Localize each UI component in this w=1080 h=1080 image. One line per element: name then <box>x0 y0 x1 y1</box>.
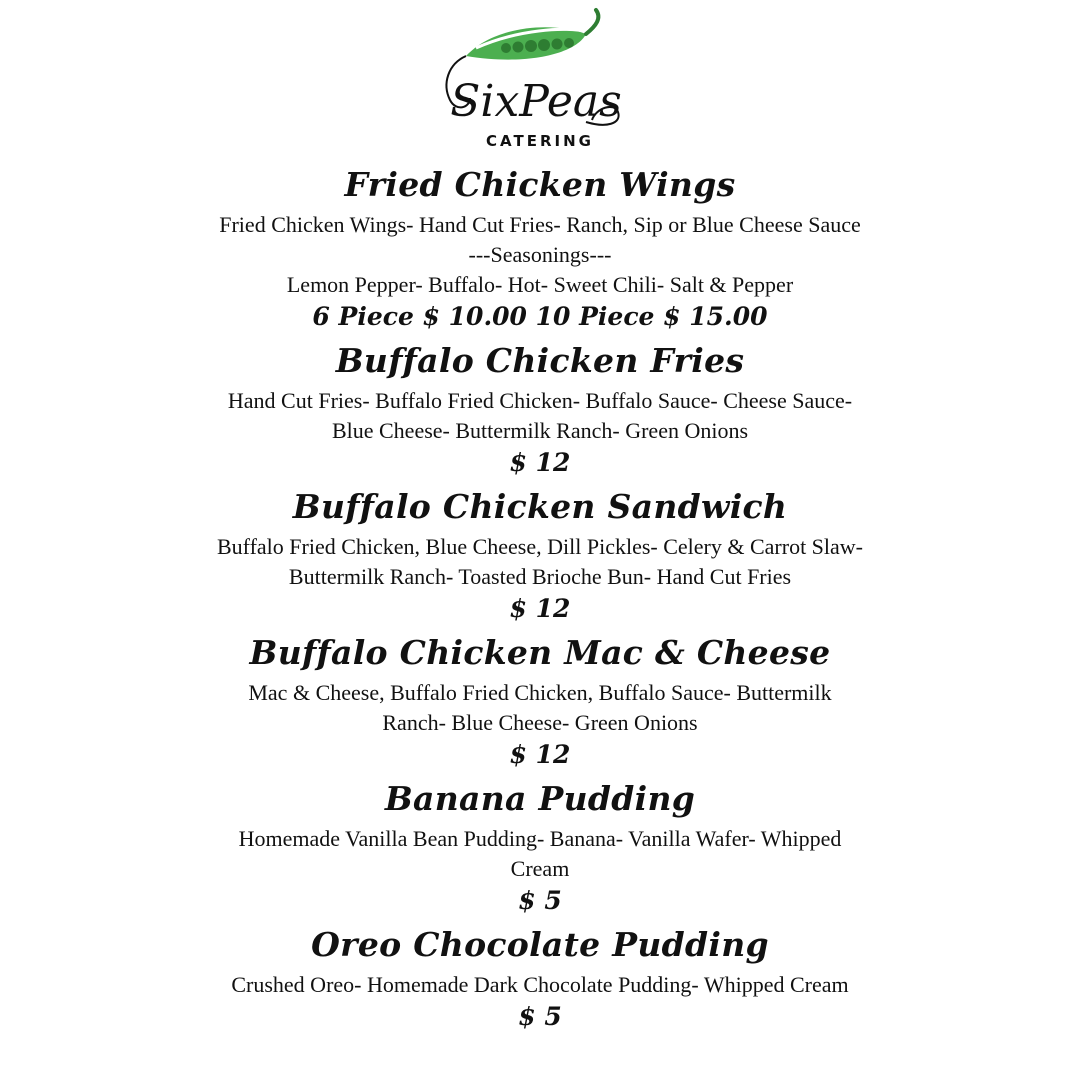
description-line: Buffalo Fried Chicken, Blue Cheese, Dill Pickles- Celery & Carrot Slaw- <box>216 534 864 559</box>
pea-pod-logo-graphic <box>436 4 636 152</box>
description-line: Lemon Pepper- Buffalo- Hot- Sweet Chili- Salt & Pepper <box>286 272 794 297</box>
menu-item-price: $ 12 <box>509 594 571 623</box>
menu-item-price: $ 12 <box>509 740 571 769</box>
description-line: Blue Cheese- Buttermilk Ranch- Green Onions <box>331 418 749 443</box>
menu-item <box>0 336 1080 480</box>
menu-item-description <box>0 970 1080 1000</box>
six-peas-catering-logo <box>436 4 636 152</box>
logo-wordmark: SixPeas <box>450 76 622 127</box>
menu-item <box>0 482 1080 626</box>
menu-item-title: Banana Pudding <box>384 779 696 818</box>
menu-item-price: 6 Piece $ 10.00 10 Piece $ 15.00 <box>312 302 768 331</box>
menu-item-description <box>0 678 1080 738</box>
menu-item <box>0 920 1080 1034</box>
menu-item-price: $ 5 <box>518 886 562 915</box>
menu-item <box>0 160 1080 334</box>
menu-item-description <box>0 210 1080 300</box>
description-line: Buttermilk Ranch- Toasted Brioche Bun- Hand Cut Fries <box>288 564 792 589</box>
description-line: Cream <box>510 856 570 881</box>
menu-item-description <box>0 386 1080 446</box>
menu-item-title: Buffalo Chicken Fries <box>335 341 745 380</box>
menu-item-description <box>0 532 1080 592</box>
menu-item-title: Fried Chicken Wings <box>344 165 736 204</box>
menu-item-price: $ 5 <box>518 1002 562 1031</box>
menu-item-title: Buffalo Chicken Mac & Cheese <box>249 633 831 672</box>
description-line: Fried Chicken Wings- Hand Cut Fries- Ranch, Sip or Blue Cheese Sauce <box>219 212 861 237</box>
menu-item-price: $ 12 <box>509 448 571 477</box>
menu-item <box>0 628 1080 772</box>
menu-item <box>0 774 1080 918</box>
menu-item-title: Oreo Chocolate Pudding <box>311 925 769 964</box>
description-line: Crushed Oreo- Homemade Dark Chocolate Pudding- Whipped Cream <box>231 972 849 997</box>
description-line: Homemade Vanilla Bean Pudding- Banana- Vanilla Wafer- Whipped <box>238 826 842 851</box>
menu-list <box>0 160 1080 1036</box>
menu-item-description <box>0 824 1080 884</box>
description-line: Mac & Cheese, Buffalo Fried Chicken, Buffalo Sauce- Buttermilk <box>248 680 832 705</box>
description-line: Hand Cut Fries- Buffalo Fried Chicken- Buffalo Sauce- Cheese Sauce- <box>227 388 853 413</box>
seasonings-heading: ---Seasonings--- <box>468 242 612 267</box>
menu-item-title: Buffalo Chicken Sandwich <box>292 487 788 526</box>
description-line: Ranch- Blue Cheese- Green Onions <box>382 710 698 735</box>
logo-tagline: CATERING <box>486 132 594 150</box>
